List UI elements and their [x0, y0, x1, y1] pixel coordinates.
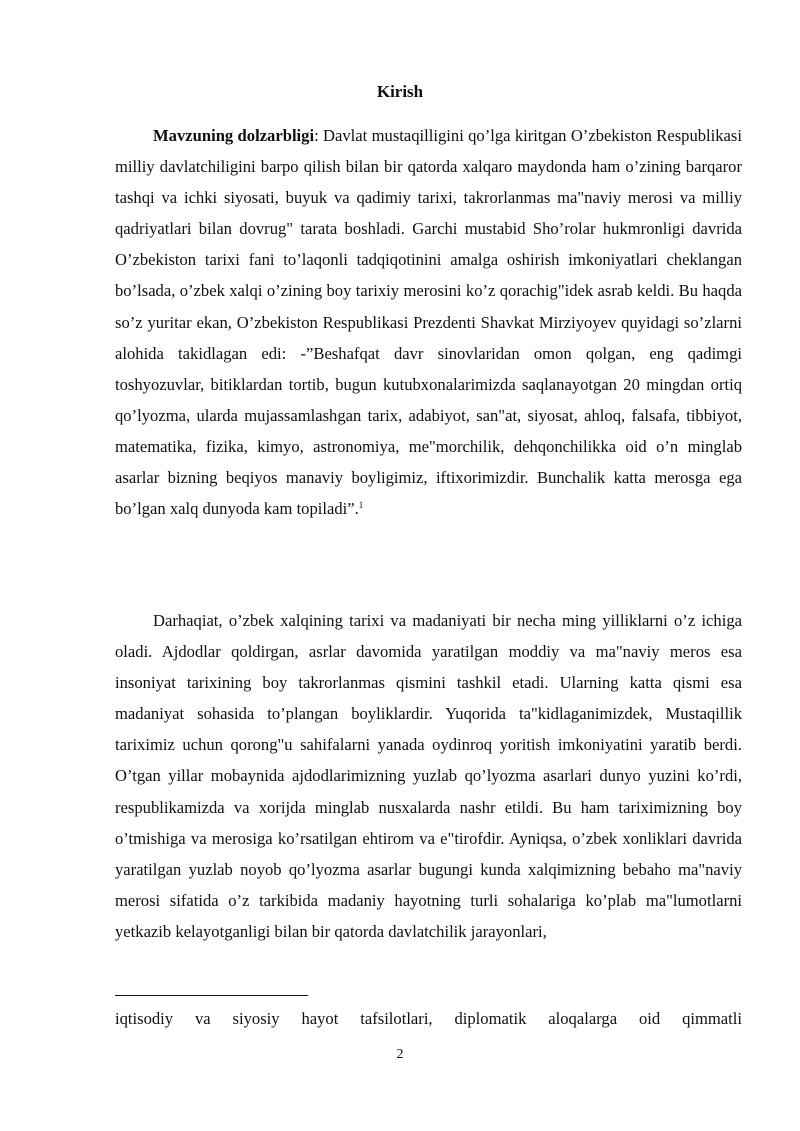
paragraph-relevance	[115, 120, 742, 524]
paragraph-body: Darhaqiat, o’zbek xalqining tarixi va madaniyati bir necha ming yilliklarni o’z ichiga oladi. Ajdodlar qoldirgan, asrlar davomida yaratilgan moddiy va ma"naviy meros esa insoniyat tarixining boy takrorlanmas qismini tashkil etadi. Ularning katta qismi esa madaniyat sohasida to’plangan boyliklardir. Yuqorida ta"kidlaganimizdek, Mustaqillik tariximiz uchun qorong"u sahifalarni yanada oydinroq yoritish imkoniyatini yaratib berdi. O’tgan yillar mobaynida ajdodlarimizning yuzlab qo’lyozma asarlari dunyo yuzini ko’rdi, respublikamizda va xorijda minglab nusxalarda nashr etildi. Bu ham tariximizning boy o’tmishiga va merosiga ko’rsatilgan ehtirom va e"tirofdir. Ayniqsa, o’zbek xonliklari davrida yaratilgan yuzlab noyob qo’lyozma asarlar bugungi kunda xalqimizning bebaho ma"naviy merosi sifatida o’z tarkibida madaniy hayotning turli sohalariga ko’plab ma"lumotlarni yetkazib kelayotganligi bilan bir qatorda davlatchilik jarayonlari,	[115, 611, 742, 941]
paragraph-continuation-line: iqtisodiy va siyosiy hayot tafsilotlari, diplomatik aloqalarga oid qimmatli	[115, 1009, 742, 1028]
footnote-separator	[115, 995, 308, 996]
page-number: 2	[396, 1047, 404, 1062]
lead-separator: :	[314, 126, 319, 145]
paragraph-body: Davlat mustaqilligini qo’lga kiritgan O’zbekiston Respublikasi milliy davlatchiligini barpo qilish bilan bir qatorda xalqaro maydonda ham o’zining barqaror tashqi va ichki siyosati, buyuk va qadimiy tarixi, takrorlanmas ma"naviy merosi va milliy qadriyatlari bilan dovrug" tarata boshladi. Garchi mustabid Sho’rolar hukmronligi davrida O’zbekiston tarixi fani to’laqonli tadqiqotinini amalga oshirish imkoniyatlari cheklangan bo’lsada, o’zbek xalqi o’zining boy tarixiy merosini ko’z qorachig"idek asrab keldi. Bu haqda so’z yuritar ekan, O’zbekiston Respublikasi Prezdenti Shavkat Mirziyoyev quyidagi so’zlarni alohida takidlagan edi: -”Beshafqat davr sinovlaridan omon qolgan, eng qadimgi toshyozuvlar, bitiklardan tortib, bugun kutubxonalarimizda saqlanayotgan 20 mingdan ortiq qo’lyozma, ularda mujassamlashgan tarix, adabiyot, san"at, siyosat, ahloq, falsafa, tibbiyot, matematika, fizika, kimyo, astronomiya, me"morchilik, dehqonchilikka oid o’n minglab asarlar bizning beqiyos manaviy boyligimiz, iftixorimizdir. Bunchalik katta merosga ega bo’lgan xalq dunyoda kam topiladi”.	[115, 126, 742, 519]
footnote-reference: 1	[358, 500, 364, 511]
paragraph-history	[115, 605, 742, 947]
section-title: Kirish	[376, 82, 424, 101]
paragraph-lead-term: Mavzuning dolzarbligi	[153, 126, 315, 145]
